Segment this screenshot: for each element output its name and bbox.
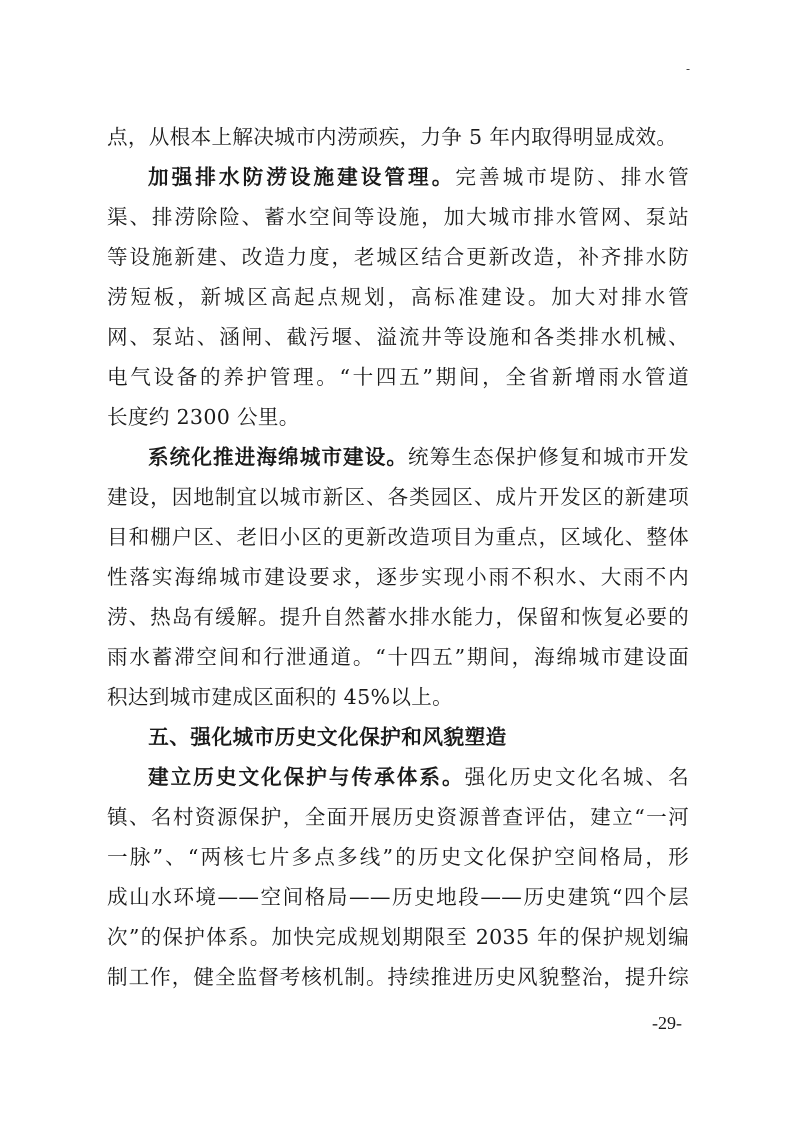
text-line: 涝、热岛有缓解。提升自然蓄水排水能力，保留和恢复必要的 bbox=[107, 605, 689, 629]
text-line: 性落实海绵城市建设要求，逐步实现小雨不积水、大雨不内 bbox=[107, 565, 689, 589]
page-number: -29- bbox=[652, 1013, 682, 1033]
text-line: 网、泵站、涵闸、截污堰、溢流井等设施和各类排水机械、 bbox=[107, 325, 689, 349]
paragraph-lead: 加强排水防涝设施建设管理。 bbox=[148, 165, 456, 189]
paragraph-continuation bbox=[107, 117, 689, 157]
text-line: 等设施新建、改造力度，老城区结合更新改造，补齐排水防 bbox=[107, 245, 689, 269]
text-segment: 完善城市堤防、排水管 bbox=[455, 165, 690, 189]
text-line bbox=[107, 437, 689, 477]
corner-mark: - bbox=[686, 62, 691, 76]
text-line bbox=[107, 757, 689, 797]
paragraph-sponge-city bbox=[107, 437, 689, 717]
paragraph-heritage bbox=[107, 757, 689, 997]
paragraph-drainage bbox=[107, 157, 689, 437]
document-body bbox=[107, 117, 689, 997]
text-line: 次”的保护体系。加快完成规划期限至 2035 年的保护规划编 bbox=[107, 925, 689, 949]
text-line: 一脉”、“两核七片多点多线”的历史文化保护空间格局，形 bbox=[107, 845, 689, 869]
text-line: 镇、名村资源保护，全面开展历史资源普查评估，建立“一河 bbox=[107, 805, 689, 829]
text-line: 电气设备的养护管理。“十四五”期间，全省新增雨水管道 bbox=[107, 365, 689, 389]
text-line: 积达到城市建成区面积的 45%以上。 bbox=[107, 685, 454, 709]
text-line: 点，从根本上解决城市内涝顽疾，力争 5 年内取得明显成效。 bbox=[107, 125, 678, 149]
text-line bbox=[107, 157, 689, 197]
text-line: 制工作，健全监督考核机制。持续推进历史风貌整治，提升综 bbox=[107, 965, 689, 989]
text-segment: 统筹生态保护修复和城市开发 bbox=[408, 445, 689, 469]
text-segment: 强化历史文化名城、名 bbox=[464, 765, 690, 789]
paragraph-lead: 建立历史文化保护与传承体系。 bbox=[148, 765, 465, 789]
text-line: 建设，因地制宜以城市新区、各类园区、成片开发区的新建项 bbox=[107, 485, 689, 509]
section-heading: 五、强化城市历史文化保护和风貌塑造 bbox=[148, 725, 507, 749]
text-line: 涝短板，新城区高起点规划，高标准建设。加大对排水管 bbox=[107, 285, 689, 309]
text-line: 成山水环境——空间格局——历史地段——历史建筑“四个层 bbox=[107, 885, 689, 909]
text-line: 目和棚户区、老旧小区的更新改造项目为重点，区域化、整体 bbox=[107, 525, 689, 549]
text-line: 长度约 2300 公里。 bbox=[107, 405, 300, 429]
paragraph-lead: 系统化推进海绵城市建设。 bbox=[148, 445, 409, 469]
text-line: 雨水蓄滞空间和行泄通道。“十四五”期间，海绵城市建设面 bbox=[107, 645, 689, 669]
text-line: 渠、排涝除险、蓄水空间等设施，加大城市排水管网、泵站 bbox=[107, 205, 689, 229]
